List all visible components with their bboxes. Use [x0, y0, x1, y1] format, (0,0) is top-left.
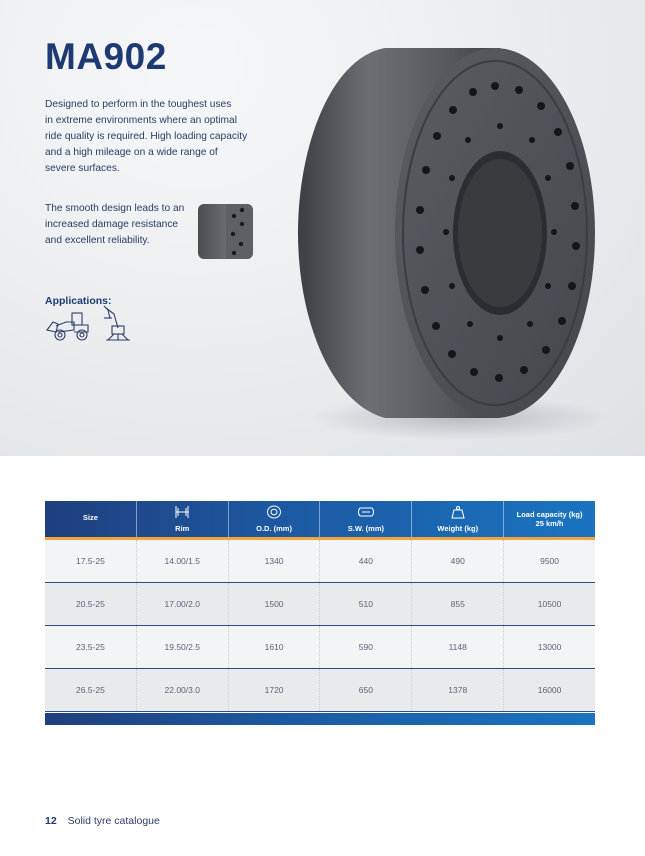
header-label-line: 25 km/h — [535, 519, 564, 528]
description-line: and a high mileage on a wide range of — [45, 147, 218, 158]
page-number: 12 — [45, 815, 57, 827]
description-line: increased damage resistance — [45, 219, 179, 230]
header-label: Rim — [175, 524, 190, 533]
cell-od: 1340 — [229, 540, 321, 582]
weight-icon — [450, 505, 466, 519]
cell-weight: 1378 — [412, 669, 504, 711]
cell-rim: 17.00/2.0 — [137, 583, 229, 625]
header-load-capacity — [504, 501, 595, 537]
header-od — [229, 501, 321, 537]
description-line: The smooth design leads to an — [45, 203, 185, 214]
header-label — [504, 510, 595, 528]
cell-sw: 650 — [320, 669, 412, 711]
header-weight — [412, 501, 504, 537]
product-title: MA902 — [45, 36, 167, 77]
header-label-line: Load capacity (kg) — [516, 510, 583, 519]
cell-load: 16000 — [537, 685, 562, 695]
specification-table — [45, 501, 595, 725]
table-row — [45, 626, 595, 669]
rim-icon — [174, 505, 190, 519]
cell-rim: 22.00/3.0 — [137, 669, 229, 711]
outer-diameter-icon — [266, 505, 282, 519]
description-line: ride quality is required. High loading capacity — [45, 131, 248, 142]
tread-detail-image — [198, 204, 253, 259]
applications-label: Applications: — [45, 295, 112, 307]
cell-weight: 855 — [412, 583, 504, 625]
table-row — [45, 669, 595, 712]
wheel-loader-icon — [44, 308, 94, 347]
description-line: in extreme environments where an optimal — [45, 115, 237, 126]
material-handler-icon — [100, 304, 132, 347]
cell-size: 23.5-25 — [45, 626, 137, 668]
table-header — [45, 501, 595, 540]
table-row — [45, 583, 595, 626]
header-label: Weight (kg) — [437, 524, 479, 533]
cell-load: 10500 — [537, 599, 562, 609]
cell-od: 1610 — [229, 626, 321, 668]
header-rim — [137, 501, 229, 537]
catalogue-title: Solid tyre catalogue — [67, 815, 160, 827]
table-row — [45, 540, 595, 583]
cell-sw: 510 — [320, 583, 412, 625]
cell-rim: 14.00/1.5 — [137, 540, 229, 582]
cell-size: 20.5-25 — [45, 583, 137, 625]
header-size — [45, 501, 137, 537]
cell-od: 1720 — [229, 669, 321, 711]
header-label: O.D. (mm) — [256, 524, 292, 533]
description-line: and excellent reliability. — [45, 235, 150, 246]
cell-load: 9500 — [540, 556, 560, 566]
section-width-icon — [357, 505, 375, 519]
tyre-image — [290, 18, 610, 448]
header-sw — [320, 501, 412, 537]
cell-sw: 590 — [320, 626, 412, 668]
table-footer-bar — [45, 713, 595, 725]
header-label: S.W. (mm) — [347, 524, 385, 533]
cell-size: 17.5-25 — [45, 540, 137, 582]
cell-size: 26.5-25 — [45, 669, 137, 711]
cell-od: 1500 — [229, 583, 321, 625]
description-line: severe surfaces. — [45, 163, 120, 174]
product-description — [45, 97, 270, 177]
cell-weight: 490 — [412, 540, 504, 582]
description-line: Designed to perform in the toughest uses — [45, 99, 232, 110]
page-footer — [45, 815, 160, 827]
cell-load: 13000 — [537, 642, 562, 652]
design-description — [45, 201, 195, 249]
header-label: Size — [82, 513, 98, 522]
cell-sw: 440 — [320, 540, 412, 582]
cell-rim: 19.50/2.5 — [137, 626, 229, 668]
cell-weight: 1148 — [412, 626, 504, 668]
